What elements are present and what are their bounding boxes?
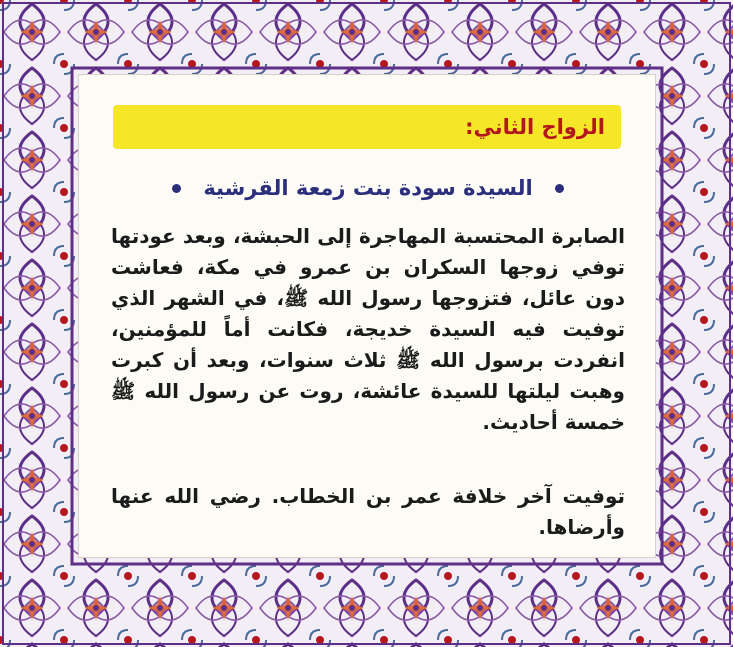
- subtitle-row: [79, 171, 657, 205]
- heading-title: الزواج الثاني:: [465, 114, 605, 139]
- bullet-icon: [172, 184, 181, 193]
- subtitle-name: السيدة سودة بنت زمعة القرشية: [203, 176, 533, 200]
- bullet-icon: [555, 184, 564, 193]
- content-panel: [78, 74, 656, 558]
- heading-banner: [113, 105, 621, 149]
- death-paragraph: توفيت آخر خلافة عمر بن الخطاب. رضي الله عنها وأرضاها.: [111, 484, 625, 539]
- biography-paragraph: الصابرة المحتسبة المهاجرة إلى الحبشة، وبعد عودتها توفي زوجها السكران بن عمرو في مكة، فعاشت دون عائل، فتزوجها رسول الله ﷺ، في الشهر الذي توفيت فيه السيدة خديجة، فكانت أماً للمؤمنين، انفردت برسول الله ﷺ ثلاث سنوات، وبعد أن كبرت وهبت ليلتها للسيدة عائشة، روت عن رسول الله ﷺ خمسة أحاديث.: [111, 224, 625, 434]
